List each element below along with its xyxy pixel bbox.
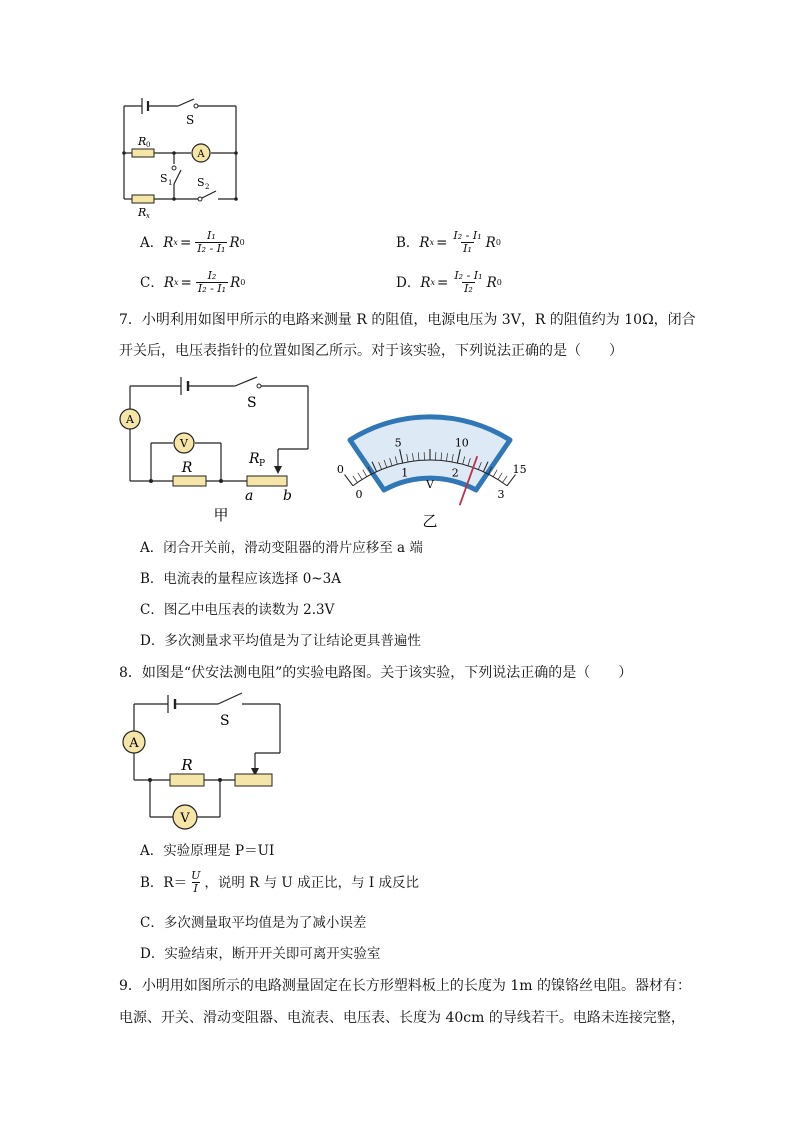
q7-end-b-label: b <box>283 488 292 504</box>
q6-ammeter-label: A <box>197 149 205 160</box>
meter-tick <box>507 475 515 486</box>
q7-voltmeter-dial <box>336 398 527 530</box>
q7-rp-label: R <box>249 451 260 467</box>
q7-voltmeter-label: V <box>180 437 188 450</box>
q9-stem-line1: 9．小明用如图所示的电路测量固定在长方形塑料板上的长度为 1m 的镍铬丝电阻。器材有： <box>119 978 691 994</box>
meter-tick <box>503 476 508 483</box>
q7-option-b[interactable]: B．电流表的量程应该选择 0~3A <box>140 571 341 587</box>
q7-rp-sub: P <box>259 459 266 469</box>
q8-option-c[interactable]: C．多次测量取平均值是为了减小误差 <box>140 915 367 931</box>
q6-s1-sub: 1 <box>168 179 173 187</box>
q7-option-c[interactable]: C．图乙中电压表的读数为 2.3V <box>140 602 335 618</box>
q8-stem: 8．如图是“伏安法测电阻”的实验电路图。关于该实验，下列说法正确的是（ ） <box>119 665 633 681</box>
meter-lower-label: 2 <box>451 466 459 480</box>
q7-caption-yi: 乙 <box>422 512 438 530</box>
q7-circuit-diagram <box>115 372 315 532</box>
q7-switch-label: S <box>247 395 257 411</box>
q6-option-b[interactable]: B． R x = $\frac{\text{I₂ - I₁}}{\text{I₁}}$ R 0 <box>396 229 501 255</box>
q6-r0-sub: 0 <box>146 141 151 149</box>
q8-voltmeter-label: V <box>180 811 190 826</box>
q6-s2-sub: 2 <box>205 183 210 191</box>
q7-stem-line2: 开关后，电压表指针的位置如图乙所示。对于该实验，下列说法正确的是（ ） <box>119 343 623 359</box>
q7-stem-line1: 7．小明利用如图甲所示的电路来测量 R 的阻值，电源电压为 3V，R 的阻值约为 10Ω，闭合 <box>119 312 696 328</box>
q6-rx-label: R <box>138 206 147 219</box>
meter-tick <box>353 476 358 483</box>
q6-rx-sub: x <box>146 212 150 220</box>
q7-resistor-label: R <box>181 460 193 476</box>
meter-lower-label: 1 <box>401 466 409 480</box>
q8-option-b-fraction: $\frac{U}{I}$ <box>191 869 201 895</box>
meter-tick <box>358 473 362 480</box>
meter-tick <box>498 473 502 480</box>
q9-stem-line2: 电源、开关、滑动变阻器、电流表、电压表、长度为 40cm 的导线若干。电路未连接完整， <box>119 1010 685 1026</box>
q6-r0-label: R <box>138 135 147 148</box>
meter-tick <box>345 475 353 486</box>
q6-option-c[interactable]: C． R x = $\frac{\text{I₂}}{\text{I₂ - I₁}}$ R 0 <box>140 269 246 295</box>
meter-lower-label: 0 <box>355 487 363 501</box>
q6-option-d[interactable]: D． R x = $\frac{\text{I₂ - I₁}}{\text{I₂}}$ R 0 <box>396 269 502 295</box>
meter-lower-label: 3 <box>497 487 505 501</box>
q6-option-c-fraction: $\frac{\text{I₂}}{\text{I₂ - I₁}}$ <box>197 269 227 295</box>
q6-switch-s-label: S <box>186 113 195 127</box>
q8-resistor-label: R <box>181 756 193 774</box>
meter-upper-label: 15 <box>512 463 527 477</box>
q8-switch-label: S <box>220 713 230 729</box>
meter-tick <box>493 470 497 477</box>
q6-option-a[interactable]: A． R x = $\frac{\text{I₁}}{\text{I₂ - I₁}}$ R 0 <box>140 229 245 255</box>
q8-option-b[interactable]: B．R＝ $\frac{U}{I}$ ，说明 R 与 U 成正比，与 I 成反比 <box>140 869 419 895</box>
q8-option-a[interactable]: A．实验原理是 P＝UI <box>140 843 275 859</box>
meter-upper-label: 10 <box>454 436 469 450</box>
meter-upper-label: 0 <box>336 463 344 477</box>
q6-option-d-fraction: $\frac{\text{I₂ - I₁}}{\text{I₂}}$ <box>454 269 483 295</box>
meter-upper-label: 5 <box>394 436 402 450</box>
q7-end-a-label: a <box>245 488 254 504</box>
q7-option-d[interactable]: D．多次测量求平均值是为了让结论更具普遍性 <box>140 633 421 649</box>
q7-ammeter-label: A <box>126 413 134 426</box>
q7-option-a[interactable]: A．闭合开关前，滑动变阻器的滑片应移至 a 端 <box>140 540 423 556</box>
q6-s2-label: S <box>197 176 205 189</box>
q8-ammeter-label: A <box>129 736 139 751</box>
meter-unit-label: V <box>426 478 434 491</box>
q8-circuit-diagram <box>118 690 288 835</box>
q6-circuit-diagram <box>118 92 248 222</box>
meter-tick <box>363 470 367 477</box>
q6-option-a-fraction: $\frac{\text{I₁}}{\text{I₂ - I₁}}$ <box>197 229 226 255</box>
q6-s1-label: S <box>160 172 168 185</box>
q6-option-b-fraction: $\frac{\text{I₂ - I₁}}{\text{I₁}}$ <box>453 229 482 255</box>
q7-caption-jia: 甲 <box>213 506 229 524</box>
q8-option-d[interactable]: D．实验结束，断开开关即可离开实验室 <box>140 946 381 962</box>
